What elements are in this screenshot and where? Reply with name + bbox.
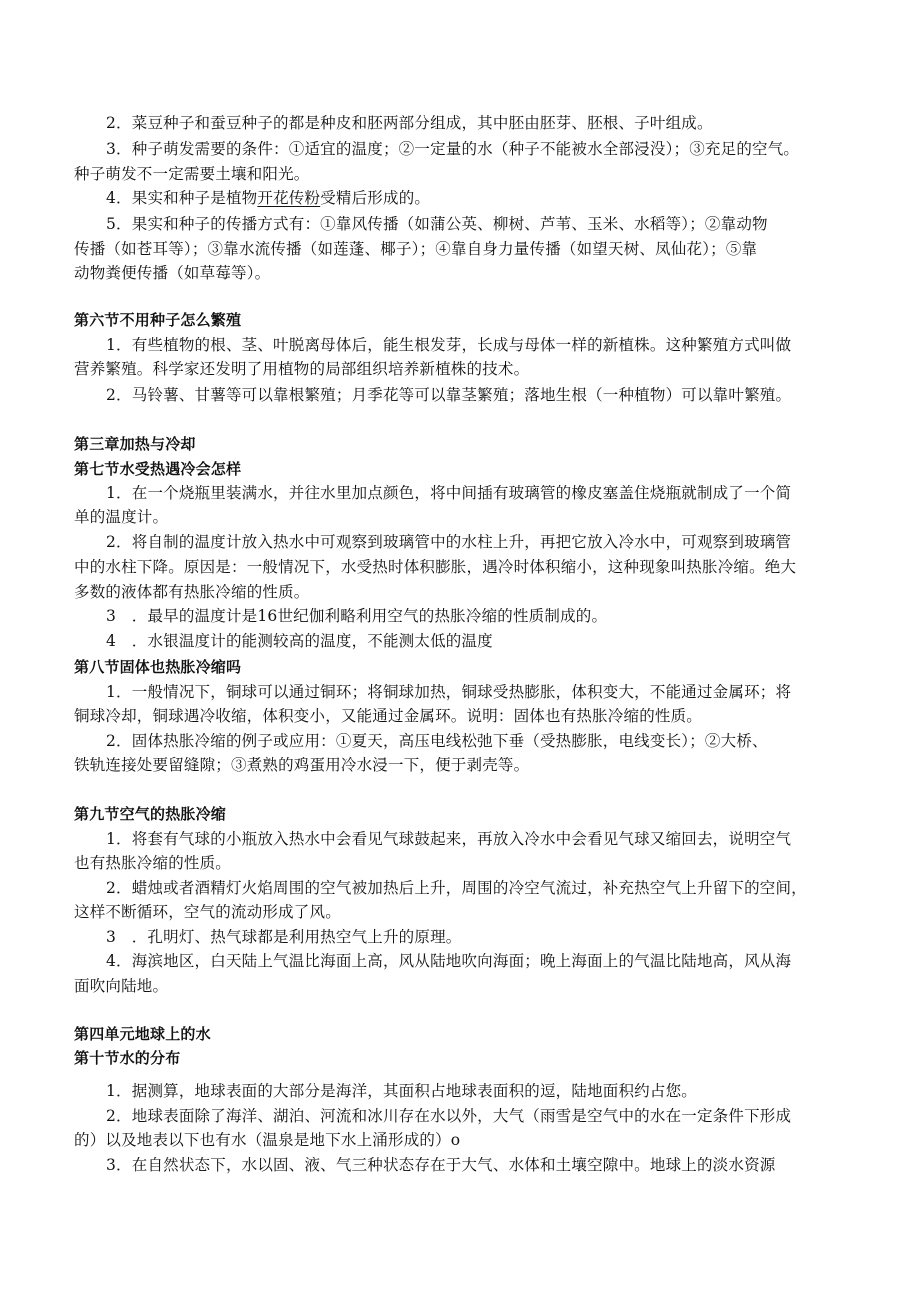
- paragraph-line: 动物粪便传播（如草莓等）。: [74, 264, 271, 282]
- paragraph-line: 中的水柱下降。原因是：一般情况下，水受热时体积膨胀，遇冷时体积缩小，这种现象叫热胀冷缩。绝大: [74, 558, 797, 576]
- paragraph-line: 单的温度计。: [74, 508, 169, 526]
- paragraph-line: 1．有些植物的根、茎、叶脱离母体后，能生根发芽，长成与母体一样的新植株。这种繁殖方式叫做: [106, 336, 792, 354]
- paragraph-line: 2．地球表面除了海洋、湖泊、河流和冰川存在水以外，大气（雨雪是空气中的水在一定条件下形成: [106, 1107, 792, 1125]
- paragraph-line: [106, 187, 854, 209]
- paragraph-line: 3．种子萌发需要的条件：①适宜的温度；②一定量的水（种子不能被水全部浸没）；③充足的空气。: [106, 140, 800, 158]
- paragraph-line: 2．马铃薯、甘薯等可以靠根繁殖；月季花等可以靠茎繁殖；落地生根（一种植物）可以靠叶繁殖。: [106, 386, 792, 404]
- section-heading: 第八节固体也热胀冷缩吗: [74, 658, 242, 676]
- paragraph-line: 1．据测算，地球表面的大部分是海洋，其面积占地球表面积的逗，陆地面积约占您。: [106, 1082, 697, 1100]
- paragraph-line: 面吹向陆地。: [74, 977, 169, 995]
- paragraph-line: 传播（如苍耳等）；③靠水流传播（如莲蓬、椰子）；④靠自身力量传播（如望天树、凤仙花）；⑤靠: [74, 240, 758, 258]
- paragraph-line: 3 ．孔明灯、热气球都是利用热空气上升的原理。: [106, 928, 462, 946]
- paragraph-line: 这样不断循环，空气的流动形成了风。: [74, 903, 341, 921]
- paragraph-line: 5．果实和种子的传播方式有：①靠风传播（如蒲公英、柳树、芦苇、玉米、水稻等）；②靠动物: [106, 215, 768, 233]
- chapter-heading: 第三章加热与冷却: [74, 435, 196, 453]
- paragraph-line: 2．将自制的温度计放入热水中可观察到玻璃管中的水柱上升，再把它放入冷水中，可观察到玻璃管: [106, 533, 792, 551]
- section-heading: 第九节空气的热胀冷缩: [74, 805, 227, 823]
- section-heading: 第七节水受热遇冷会怎样: [74, 460, 242, 478]
- paragraph-line: 4．海滨地区，白天陆上气温比海面上高，风从陆地吹向海面；晚上海面上的气温比陆地高，风从海: [106, 952, 792, 970]
- paragraph-line: 铁轨连接处要留缝隙；③煮熟的鸡蛋用冷水浸一下，便于剥壳等。: [74, 756, 530, 774]
- paragraph-line: 4 ．水银温度计的能测较高的温度，不能测太低的温度: [106, 632, 493, 650]
- paragraph-line: 2．菜豆种子和蚕豆种子的都是种皮和胚两部分组成，其中胚由胚芽、胚根、子叶组成。: [106, 114, 713, 132]
- paragraph-line: 1．将套有气球的小瓶放入热水中会看见气球鼓起来，再放入冷水中会看见气球又缩回去，说明空气: [106, 830, 792, 848]
- paragraph-line: 1．一般情况下，铜球可以通过铜环；将铜球加热，铜球受热膨胀，体积变大，不能通过金属环；将: [106, 683, 792, 701]
- section-heading: 第十节水的分布: [74, 1049, 181, 1067]
- paragraph-line: 2．固体热胀冷缩的例子或应用：①夏天，高压电线松弛下垂（受热膨胀，电线变长）；②大桥、: [106, 732, 768, 750]
- paragraph-line: 3 ．最早的温度计是16世纪伽利略利用空气的热胀冷缩的性质制成的。: [106, 607, 608, 625]
- paragraph-line: 营养繁殖。科学家还发明了用植物的局部组织培养新植株的技术。: [74, 360, 530, 378]
- paragraph-line: 铜球冷却，铜球遇冷收缩，体积变小，又能通过金属环。说明：固体也有热胀冷缩的性质。: [74, 707, 703, 725]
- text-run: 4．果实和种子是植物: [106, 189, 258, 207]
- text-run: 受精后形成的。: [320, 189, 431, 207]
- section-heading: 第六节不用种子怎么繁殖: [74, 311, 242, 329]
- paragraph-line: 种子萌发不一定需要土壤和阳光。: [74, 165, 310, 183]
- paragraph-line: 也有热胀冷缩的性质。: [74, 854, 232, 872]
- underlined-term: 开花传粉: [257, 189, 321, 207]
- paragraph-line: 3．在自然状态下，水以固、液、气三种状态存在于大气、水体和土壤空隙中。地球上的淡水资源: [106, 1156, 776, 1174]
- paragraph-line: 1．在一个烧瓶里装满水，并往水里加点颜色，将中间插有玻璃管的橡皮塞盖住烧瓶就制成了一个简: [106, 484, 792, 502]
- paragraph-line: 的）以及地表以下也有水（温泉是地下水上涌形成的）o: [74, 1131, 461, 1149]
- paragraph-line: 2．蜡烛或者酒精灯火焰周围的空气被加热后上升，周围的冷空气流过，补充热空气上升留下的空间，: [106, 879, 807, 897]
- unit-heading: 第四单元地球上的水: [74, 1025, 211, 1043]
- paragraph-line: 多数的液体都有热胀冷缩的性质。: [74, 583, 310, 601]
